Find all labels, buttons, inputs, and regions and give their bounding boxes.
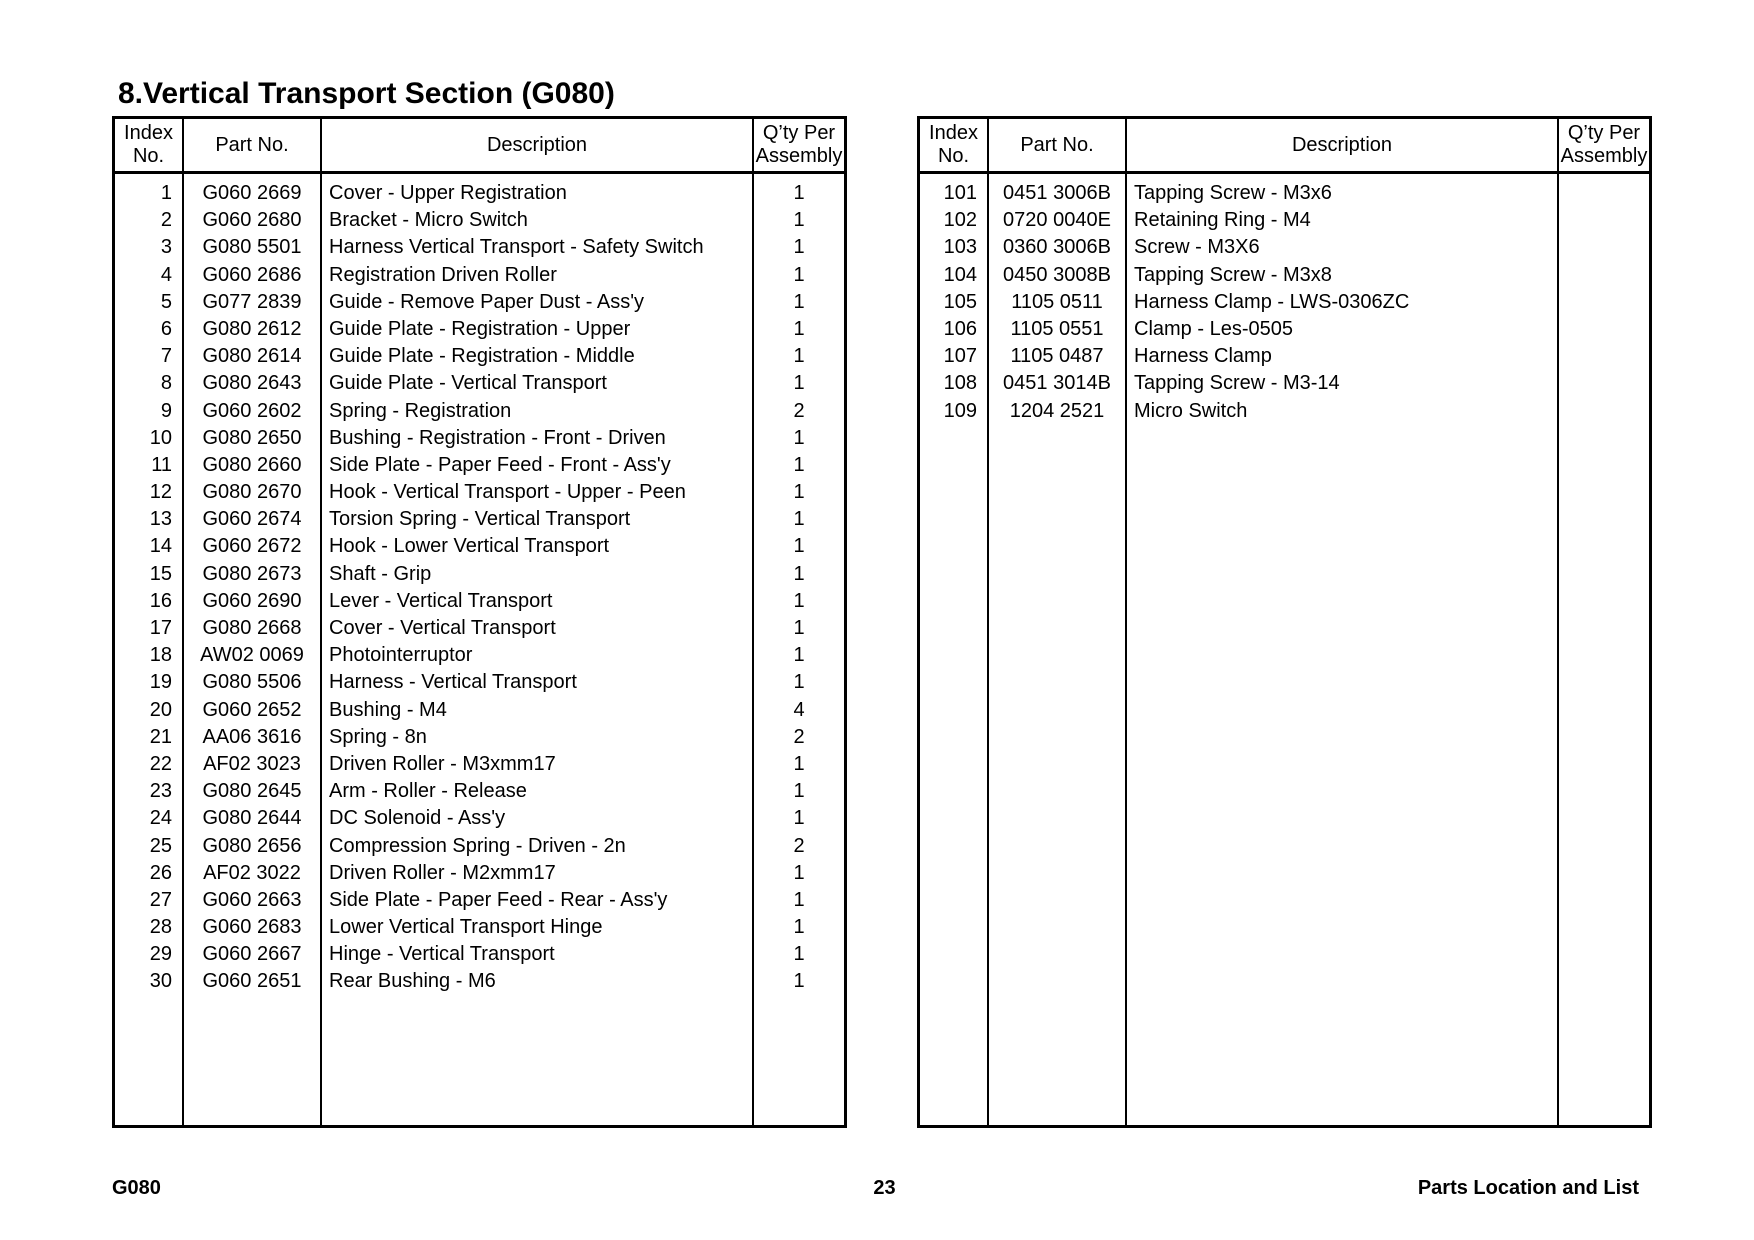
cell-description: Rear Bushing - M6 [329,970,496,993]
header-index-no [920,119,987,171]
cell-index-no: 10 [149,426,172,449]
cell-part-no: G080 2614 [202,345,302,368]
cell-qty: 1 [793,943,805,966]
cell-description: Guide Plate - Vertical Transport [329,372,607,395]
cell-description: Harness Vertical Transport - Safety Switch [329,236,704,259]
cell-part-no: G060 2680 [202,209,302,232]
cell-index-no: 27 [149,888,172,911]
cell-index-no: 2 [160,209,172,232]
cell-qty: 4 [793,698,805,721]
table-row [115,860,844,887]
table-row [115,180,844,207]
cell-description: Lower Vertical Transport Hinge [329,916,603,939]
table-row [115,343,844,370]
cell-description: Harness Clamp [1134,345,1272,368]
cell-part-no: G080 2645 [202,780,302,803]
table-header [920,119,1649,174]
cell-part-no: G060 2674 [202,508,302,531]
parts-table-right [917,116,1652,1128]
cell-part-no: AF02 3023 [203,752,301,775]
cell-qty [1559,316,1649,343]
cell-index-no: 105 [943,290,977,313]
cell-qty: 1 [793,916,805,939]
cell-index-no: 23 [149,780,172,803]
cell-part-no: 1105 0511 [1011,290,1103,313]
cell-index-no: 9 [160,399,172,422]
table-row [920,234,1649,261]
cell-index-no: 17 [149,617,172,639]
cell-description: Clamp - Les-0505 [1134,317,1293,340]
cell-qty [1559,398,1649,425]
cell-qty: 1 [793,752,805,775]
cell-index-no: 13 [149,508,172,531]
cell-description: Retaining Ring - M4 [1134,209,1311,232]
table-header [115,119,844,174]
table-body-left [115,174,844,996]
table-row [115,452,844,479]
cell-index-no: 4 [160,263,172,286]
cell-qty: 1 [793,481,805,504]
cell-index-no: 103 [943,236,977,259]
cell-qty: 1 [793,888,805,911]
cell-index-no: 26 [149,861,172,884]
cell-qty [1559,180,1649,207]
cell-qty [1559,207,1649,234]
cell-part-no: 0451 3006B [1003,182,1111,204]
cell-index-no: 21 [149,725,172,748]
cell-part-no: 0450 3008B [1003,263,1111,286]
cell-qty: 1 [793,780,805,803]
cell-description: Harness Clamp - LWS-0306ZC [1134,290,1410,313]
header-description: Description [1291,133,1393,156]
header-index-line1: Index [124,122,173,144]
cell-qty: 1 [793,317,805,340]
cell-index-no: 15 [149,562,172,585]
cell-qty: 1 [793,453,805,476]
cell-description: Bushing - Registration - Front - Driven [329,426,666,449]
table-row [115,615,844,642]
cell-description: Registration Driven Roller [329,263,557,286]
cell-index-no: 7 [160,345,172,368]
cell-description: Hinge - Vertical Transport [329,943,555,966]
cell-index-no: 1 [160,182,172,204]
cell-part-no: 0720 0040E [1003,209,1111,232]
cell-qty: 1 [793,182,805,204]
table-row [115,968,844,995]
cell-part-no: G060 2672 [202,535,302,558]
cell-qty: 1 [793,617,805,639]
header-index-line2: No. [132,145,165,167]
cell-part-no: G080 2668 [202,617,302,639]
cell-qty [1559,343,1649,370]
table-row [115,479,844,506]
header-qty-line1: Q’ty Per [762,122,836,144]
cell-qty: 1 [793,372,805,395]
header-part-no: Part No. [1020,133,1094,156]
footer-section-name: Parts Location and List [1417,1177,1639,1199]
table-row [115,207,844,234]
table-row [115,887,844,914]
header-index-no [115,119,182,171]
table-row [115,398,844,425]
cell-part-no: G080 2644 [202,807,302,830]
footer-page-number: 23 [873,1177,896,1199]
cell-description: Lever - Vertical Transport [329,589,553,612]
cell-index-no: 24 [149,807,172,830]
cell-qty: 1 [793,209,805,232]
table-row [115,425,844,452]
cell-qty: 1 [793,807,805,830]
cell-description: Micro Switch [1134,399,1248,422]
table-row [115,262,844,289]
cell-qty [1559,262,1649,289]
table-row [920,207,1649,234]
cell-part-no: G060 2651 [202,970,302,993]
table-row [115,941,844,968]
table-row [115,778,844,805]
cell-index-no: 12 [149,481,172,504]
cell-part-no: AF02 3022 [203,861,301,884]
cell-description: Hook - Vertical Transport - Upper - Peen [329,481,686,504]
cell-part-no: G060 2686 [202,263,302,286]
cell-part-no: G077 2839 [202,290,302,313]
cell-index-no: 107 [943,345,977,368]
cell-description: Spring - Registration [329,399,512,422]
cell-description: Screw - M3X6 [1134,236,1260,259]
cell-index-no: 14 [149,535,172,558]
cell-qty: 2 [793,725,805,748]
table-row [920,316,1649,343]
header-description: Description [486,133,588,156]
table-row [115,724,844,751]
cell-qty: 1 [793,345,805,368]
cell-qty: 1 [793,562,805,585]
cell-index-no: 101 [943,182,977,204]
table-row [920,289,1649,316]
table-row [920,398,1649,425]
cell-description: Side Plate - Paper Feed - Rear - Ass'y [329,888,668,911]
cell-part-no: G080 2670 [202,481,302,504]
cell-index-no: 22 [149,752,172,775]
cell-part-no: G060 2602 [202,399,302,422]
cell-description: Photointerruptor [329,644,473,667]
page-title: 8.Vertical Transport Section (G080) [118,77,615,110]
cell-index-no: 6 [160,317,172,340]
table-row [115,234,844,261]
table-row [115,833,844,860]
cell-part-no: 1105 0551 [1010,317,1104,340]
table-body-right [920,174,1649,425]
header-qty-line2: Assembly [1560,145,1648,167]
cell-part-no: 1204 2521 [1009,399,1105,422]
cell-description: Guide - Remove Paper Dust - Ass'y [329,290,645,313]
cell-qty: 2 [793,834,805,857]
cell-qty [1559,234,1649,261]
cell-qty: 1 [793,644,805,667]
cell-description: Driven Roller - M3xmm17 [329,752,556,775]
cell-part-no: G080 2673 [202,562,302,585]
header-index-line2: No. [937,145,970,167]
cell-qty: 1 [793,671,805,694]
cell-part-no: G080 2656 [202,834,302,857]
cell-qty: 1 [793,236,805,259]
cell-part-no: G060 2652 [202,698,302,721]
table-row [115,289,844,316]
cell-description: Harness - Vertical Transport [329,671,577,694]
cell-qty: 1 [793,970,805,993]
table-row [115,914,844,941]
table-row [920,370,1649,397]
cell-description: Driven Roller - M2xmm17 [329,861,556,884]
header-qty-line1: Q’ty Per [1567,122,1641,144]
header-qty-per-assembly [754,119,844,171]
cell-index-no: 25 [149,834,172,857]
cell-part-no: G060 2667 [202,943,302,966]
cell-index-no: 108 [943,372,977,395]
cell-index-no: 109 [943,399,977,422]
cell-description: Side Plate - Paper Feed - Front - Ass'y [329,453,671,476]
cell-part-no: G080 2650 [202,426,302,449]
cell-qty [1559,370,1649,397]
header-qty-per-assembly [1559,119,1649,171]
cell-index-no: 16 [149,589,172,612]
cell-part-no: G060 2663 [202,888,302,911]
cell-qty: 1 [793,589,805,612]
cell-part-no: G080 2643 [202,372,302,395]
cell-index-no: 18 [149,644,172,667]
cell-description: Tapping Screw - M3x8 [1134,263,1332,286]
table-row [115,751,844,778]
table-row [115,669,844,696]
cell-index-no: 19 [149,671,172,694]
table-row [115,561,844,588]
cell-index-no: 5 [160,290,172,313]
cell-index-no: 29 [149,943,172,966]
cell-qty: 1 [793,535,805,558]
cell-index-no: 8 [160,372,172,395]
cell-description: Torsion Spring - Vertical Transport [329,508,631,531]
table-row [115,506,844,533]
table-row [920,262,1649,289]
cell-index-no: 102 [943,209,977,232]
cell-index-no: 3 [160,236,172,259]
cell-part-no: G080 5501 [202,236,302,259]
cell-index-no: 11 [151,453,172,476]
cell-description: Bracket - Micro Switch [329,209,528,232]
cell-qty: 1 [793,426,805,449]
header-qty-line2: Assembly [755,145,843,167]
table-row [115,805,844,832]
cell-description: Compression Spring - Driven - 2n [329,834,626,857]
table-row [920,180,1649,207]
cell-qty: 1 [793,290,805,313]
cell-part-no: G080 2612 [202,317,302,340]
table-row [115,533,844,560]
cell-index-no: 30 [149,970,172,993]
cell-qty: 1 [793,861,805,884]
header-part-no: Part No. [215,133,289,156]
cell-description: Guide Plate - Registration - Middle [329,345,635,368]
cell-part-no: 0451 3014B [1003,372,1111,395]
table-row [115,588,844,615]
cell-index-no: 20 [149,698,172,721]
cell-part-no: AA06 3616 [202,725,302,748]
table-row [115,316,844,343]
cell-description: Bushing - M4 [329,698,447,721]
cell-description: DC Solenoid - Ass'y [329,807,506,830]
table-row [115,642,844,669]
table-row [115,697,844,724]
cell-description: Tapping Screw - M3-14 [1134,372,1340,395]
cell-part-no: G080 5506 [202,671,302,694]
cell-part-no: 1105 0487 [1010,345,1104,368]
cell-description: Arm - Roller - Release [329,780,527,803]
table-row [115,370,844,397]
cell-description: Cover - Vertical Transport [329,617,556,639]
cell-index-no: 106 [943,317,977,340]
table-row [920,343,1649,370]
footer-model-code: G080 [112,1177,161,1199]
cell-index-no: 104 [943,263,977,286]
cell-description: Shaft - Grip [329,562,432,585]
cell-part-no: G080 2660 [202,453,302,476]
cell-qty: 2 [793,399,805,422]
cell-qty: 1 [793,263,805,286]
cell-qty: 1 [793,508,805,531]
cell-qty [1559,289,1649,316]
cell-part-no: G060 2683 [202,916,302,939]
cell-description: Guide Plate - Registration - Upper [329,317,631,340]
cell-part-no: G060 2690 [202,589,302,612]
cell-description: Cover - Upper Registration [329,182,567,204]
cell-part-no: AW02 0069 [200,644,304,667]
parts-table-left [112,116,847,1128]
cell-index-no: 28 [149,916,172,939]
header-index-line1: Index [929,122,978,144]
cell-description: Spring - 8n [329,725,427,748]
cell-description: Hook - Lower Vertical Transport [329,535,610,558]
cell-description: Tapping Screw - M3x6 [1134,182,1332,204]
cell-part-no: 0360 3006B [1003,236,1111,259]
cell-part-no: G060 2669 [202,182,302,204]
